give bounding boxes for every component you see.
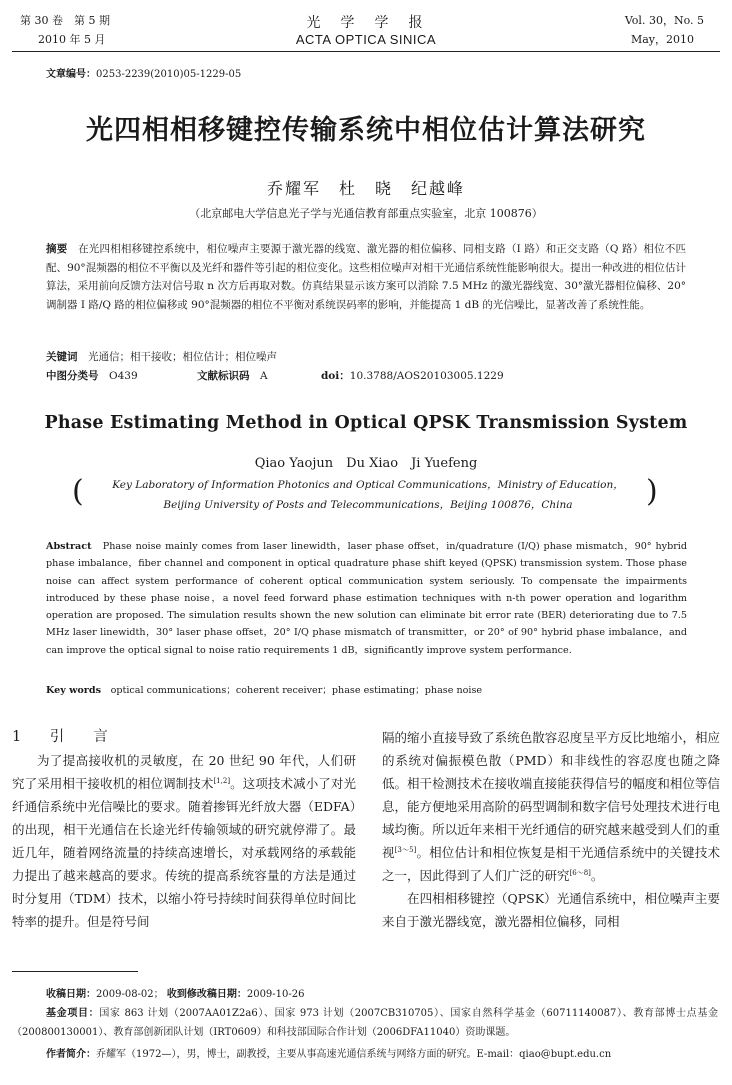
abstract-cn-text: 在光四相相移键控系统中，相位噪声主要源于激光器的线宽、激光器的相位偏移、同相支路（I 路）和正交支路（Q 路）相位不匹配、90°混频器的相位不平衡以及光纤和器件等引起的相位变化。这些相位噪声对相干光通信系统性能影响很大。提出一种改进的相位估计算法，采用前向反馈方法对信号取 n 次方后再取对数。仿真结果显示该方案可以消除 7.5 MHz 的激光器线宽、30°激光器相位偏移、20°调制器 I 路/Q 路的相位偏移或 90°混频器的相位不平衡对系统误码率的影响，并能提高 1 dB 的光信噪比，显著改善了系统性能。 [46,243,687,311]
title-cn: 光四相相移键控传输系统中相位估计算法研究 [86,115,646,146]
volume-issue-en: Vol. 30，No. 5 [624,14,704,27]
keywords-en [46,682,687,699]
volume-issue-cn: 第 30 卷 第 5 期 [20,14,110,27]
journal-name-en: ACTA OPTICA SINICA [295,32,437,47]
affiliation-en [85,475,651,515]
affiliation-en-line2: Beijing University of Posts and Telecommunications，Beijing 100876，China [163,499,573,511]
header-rule [12,51,720,52]
footnote-funding [12,1004,718,1042]
section-heading [12,726,356,749]
keywords-en-text: optical communications；coherent receiver；phase estimating；phase noise [110,685,483,696]
body-right-column [382,726,720,933]
authors-cn: 乔耀军 杜 晓 纪越峰 [266,179,465,198]
revised-date: 2009-10-26 [246,989,305,1000]
intro-p1-part-c: 隔的缩小直接导致了系统色散容忍度呈平方反比地缩小，相应的系统对偏振模色散（PMD）和非线性的容忍度也随之降低。相干检测技术在接收端直接能获得信号的幅度和相位等信息，能方便地采用高阶的码型调制和数字信号处理技术进行电域均衡。所以近年来相干光纤通信的研究越来越受到人们的重视 [382,730,720,860]
intro-p1-part-a: 为了提高接收机的灵敏度，在 20 世纪 90 年代，人们研究了采用相干接收机的相位调制技术 [12,753,356,791]
intro-paragraph-2: 在四相相移键控（QPSK）光通信系统中，相位噪声主要来自于激光器线宽，激光器相位偏移，同相 [382,891,720,929]
abstract-en [46,538,687,659]
abstract-en-label: Abstract [46,541,92,552]
authors-en: Qiao Yaojun Du Xiao Ji Yuefeng [254,456,478,471]
funding-text: 国家 863 计划（2007AA01Z2a6）、国家 973 计划（2007CB310705）、国家自然科学基金（60711140087）、教育部博士点基金（200800130001）、教育部创新团队计划（IRT0609）和科技部国际合作计划（2006DFA11040）资助课题。 [12,1008,719,1038]
doi-value: 10.3788/AOS20103005.1229 [349,370,504,382]
clc-value: O439 [109,370,138,382]
intro-paragraph-1-cont [382,726,720,887]
clc-label: 中图分类号 [46,370,99,382]
doc-code-value: A [260,370,268,382]
section-title: 引 言 [49,729,108,745]
author-bio-label: 作者简介： [46,1049,96,1060]
citation-6-8: [6～8] [569,868,591,877]
footnote-author [46,1045,718,1064]
article-number [46,68,241,81]
keywords-cn-label: 关键词 [46,351,78,363]
doc-code-label: 文献标识码 [197,370,250,382]
intro-p1-part-b: 。这项技术减小了对光纤通信系统中光信噪比的要求。随着掺铒光纤放大器（EDFA）的出现，相干光通信在长途光纤传输领域的研究就停滞了。最近几年，随着网络流量的持续高速增长，对承载网络的承载能力提出了越来越高的要求。传统的提高系统容量的方法是通过时分复用（TDM）技术，以缩小符号持续时间获得单位时间比特率的提升。但是符号间 [12,776,356,929]
classification-line [46,367,686,386]
abstract-cn-label: 摘要 [46,243,68,255]
footnote-dates [46,985,706,1004]
affiliation-left-paren: ( [72,474,84,509]
date-cn: 2010 年 5 月 [38,33,106,46]
received-label: 收稿日期： [46,989,96,1000]
doi-label: doi： [320,370,350,382]
intro-paragraph-1 [12,749,356,933]
received-date: 2009-08-02； [96,989,164,1000]
affiliation-en-line1: Key Laboratory of Information Photonics and Optical Communications，Ministry of Education， [112,479,624,491]
affiliation-cn: （北京邮电大学信息光子学与光通信教育部重点实验室，北京 100876） [189,207,543,220]
title-en: Phase Estimating Method in Optical QPSK Transmission System [44,413,688,433]
abstract-en-text: Phase noise mainly comes from laser linewidth，laser phase offset，in/quadrature (I/Q) phase mismatch，90° hybrid phase imbalance，fiber channel and component in optical quadrature phase shift keyed (QPSK) transmission system. Those phase noise can affect system performance of coherent optical communication system seriously. To compensate the impairments introduced by these phase noise，a novel feed forward phase estimation techniques with n-th power operation and logarithm operation are proposed. The simulation results shown the new solution can eliminate bit error rate (BER) deteriorating due to 7.5 MHz laser linewidth，30° laser phase offset，20° I/Q phase mismatch of transmitter，or 20° of 90° hybrid phase imbalance，and can improve the optical signal to noise ratio requirements 1 dB，significantly improve system performance. [46,541,688,656]
keywords-cn-text: 光通信；相干接收；相位估计；相位噪声 [88,351,277,363]
citation-3-5: [3～5] [394,845,417,854]
date-en: May，2010 [630,33,694,46]
affiliation-right-paren: ) [646,474,658,509]
intro-p1-part-d: 。相位估计和相位恢复是相干光通信系统中的关键技术之一，因此得到了人们广泛的研究 [382,845,720,883]
abstract-cn [46,240,686,314]
body-left-column [12,726,356,933]
intro-p1-part-e: 。 [590,868,604,883]
citation-1-2: [1,2] [213,776,231,785]
keywords-cn [46,348,686,367]
revised-label: 收到修改稿日期： [166,989,247,1000]
keywords-en-label: Key words [46,685,101,696]
funding-label: 基金项目： [46,1008,100,1019]
article-number-label: 文章编号： [46,69,96,80]
author-bio-text: 乔耀军（1972—），男，博士，副教授，主要从事高速光通信系统与网络方面的研究。E-mail：qiao@bupt.edu.cn [96,1049,612,1060]
section-number: 1 [12,729,22,745]
article-number-value: 0253-2239(2010)05-1229-05 [96,69,242,80]
footnote-rule [12,971,138,972]
journal-name-cn: 光 学 学 报 [306,15,426,31]
